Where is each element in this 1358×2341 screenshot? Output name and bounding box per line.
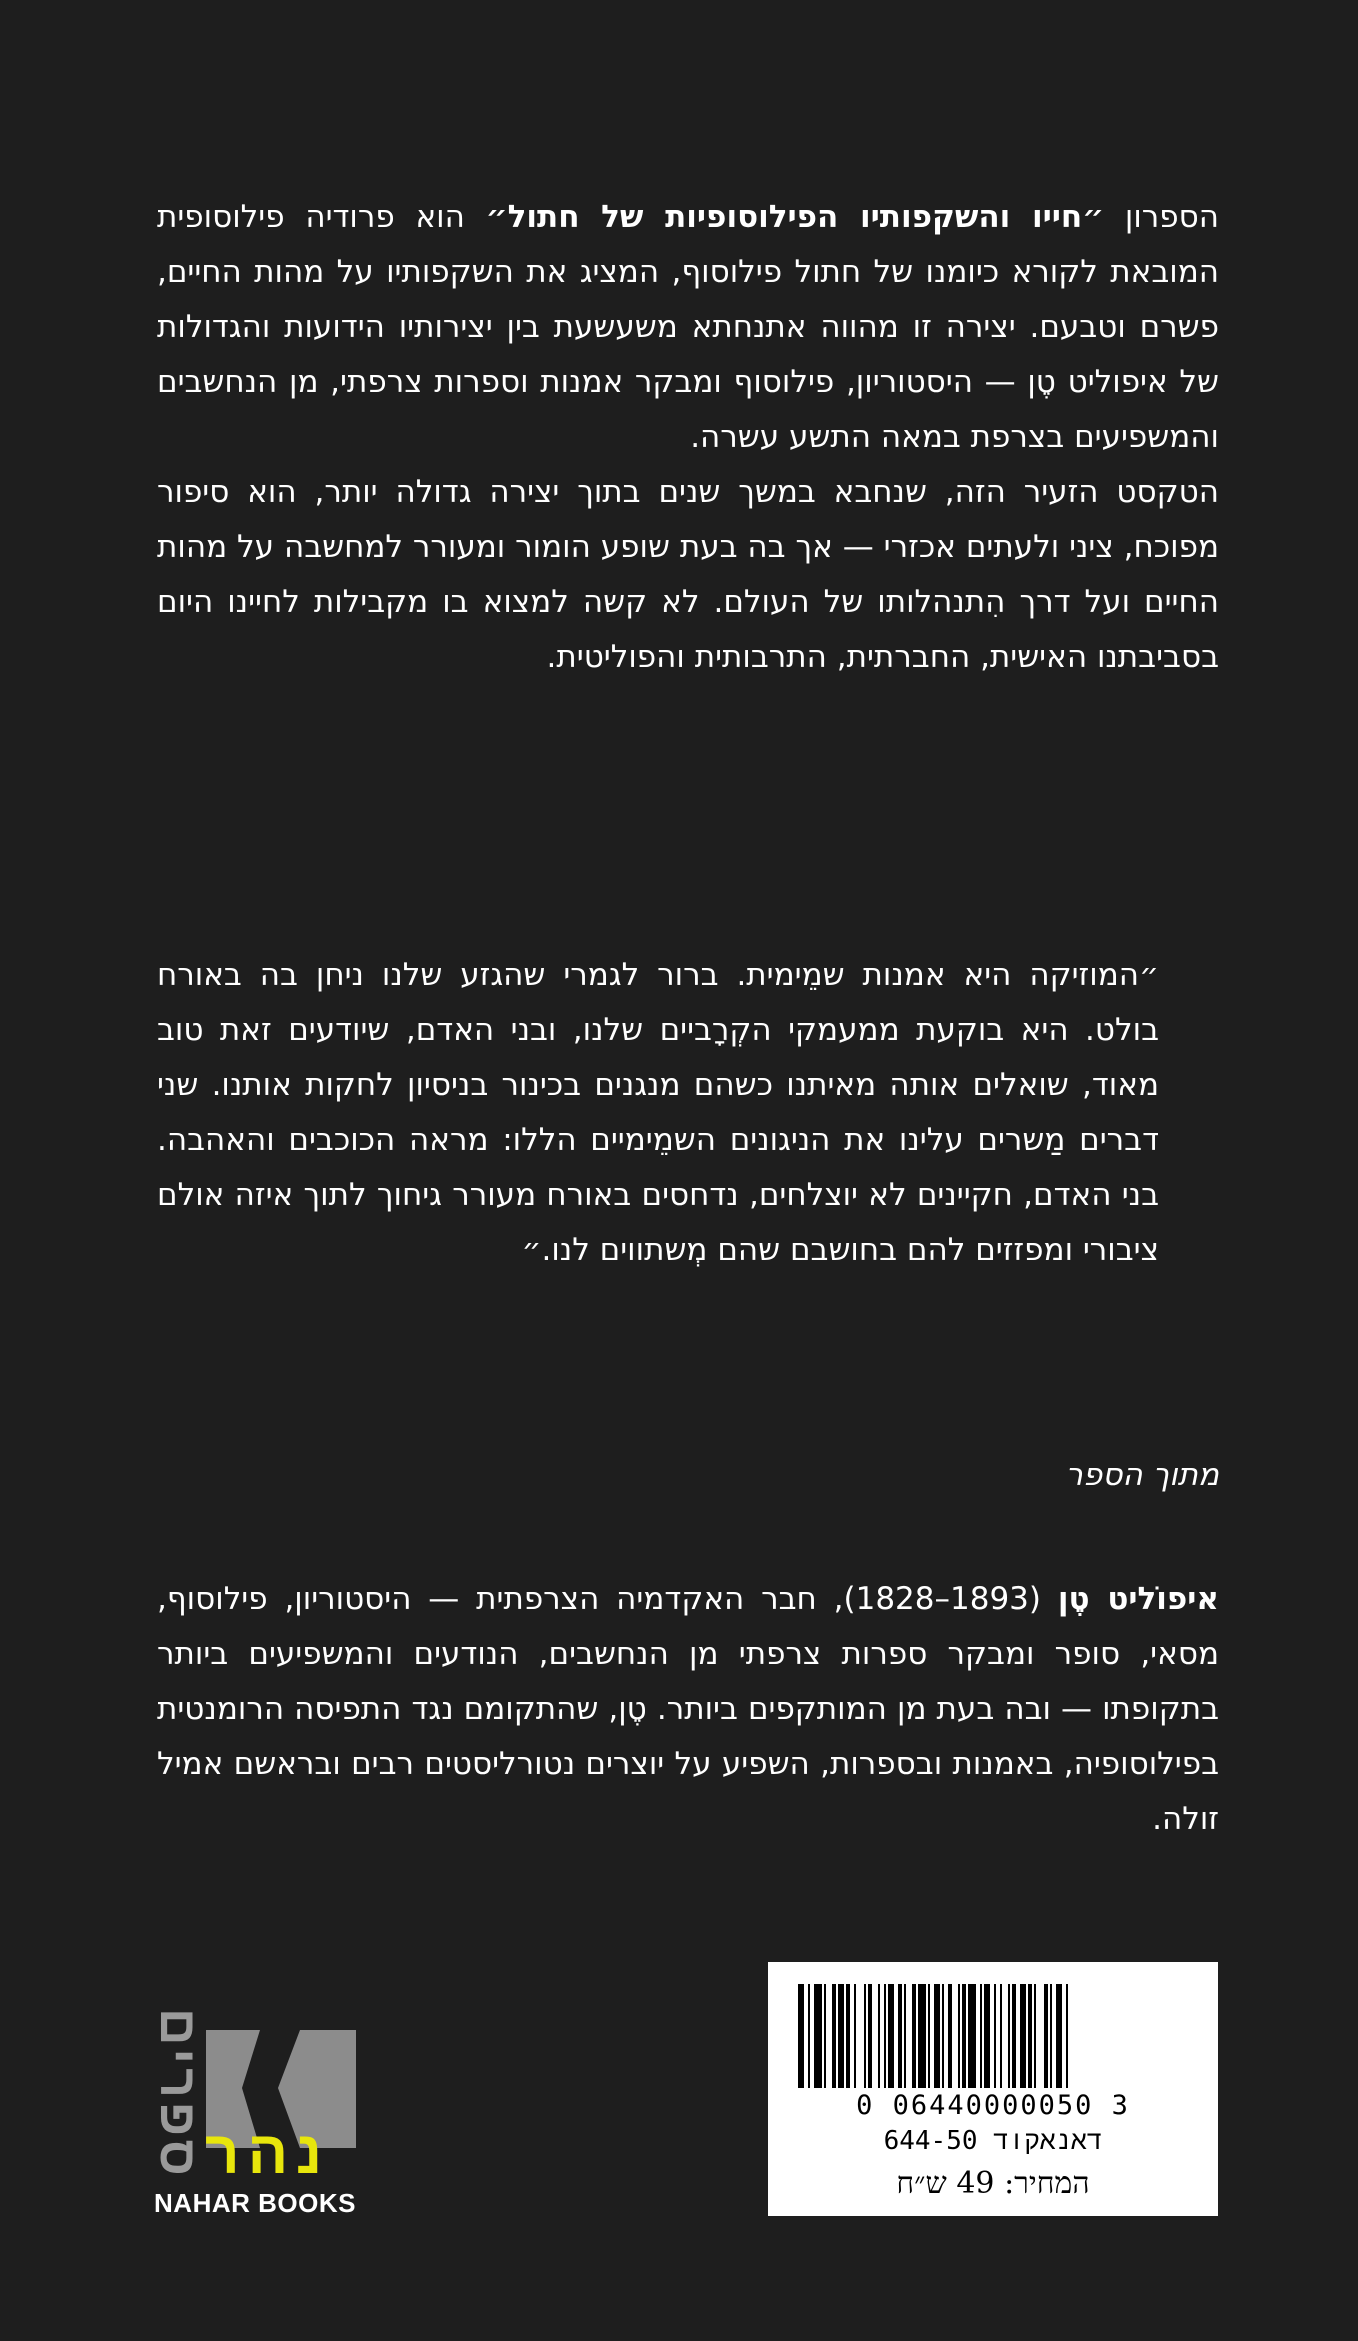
description-paragraph-1 (157, 190, 1219, 465)
barcode-bar (1000, 1984, 1002, 2088)
barcode-bar (948, 1984, 952, 2088)
publisher-logo-hebrew-vertical: ספרים (149, 2008, 207, 2180)
publisher-logo-hebrew: נהר (205, 2119, 330, 2186)
price-label: המחיר: 49 ש״ח (896, 2166, 1090, 2201)
author-name: איפוֹליט טֶן (1057, 1581, 1219, 1617)
author-bio (157, 1572, 1219, 1847)
barcode-bar (1044, 1984, 1048, 2088)
barcode-bar (864, 1984, 866, 2088)
barcode-bar (846, 1984, 850, 2088)
barcode-bar (878, 1984, 880, 2088)
barcode-bar (888, 1984, 894, 2088)
barcode-bar (934, 1984, 940, 2088)
book-title-inline: ״חייו והשקפותיו הפילוסופיות של חתול״ (485, 199, 1105, 235)
barcode-bar (838, 1984, 844, 2088)
barcode-bar (980, 1984, 982, 2088)
barcode-bar (1066, 1984, 1068, 2088)
barcode-bar (928, 1984, 930, 2088)
publisher-name: NAHAR BOOKS (154, 2188, 356, 2218)
barcode-bar (814, 1984, 822, 2088)
barcode-bar (1020, 1984, 1026, 2088)
barcode-bar (854, 1984, 856, 2088)
barcode-bar (798, 1984, 804, 2088)
barcode-label (768, 1962, 1218, 2216)
description-intro: הספרון (1104, 199, 1220, 235)
danacode: דאנאקוד 644-50 (883, 2126, 1103, 2156)
barcode-bars (794, 1984, 1192, 2088)
barcode-bar (832, 1984, 836, 2088)
barcode-bar (958, 1984, 960, 2088)
barcode-bar (904, 1984, 906, 2088)
barcode-bar (1028, 1984, 1032, 2088)
barcode-bar (1034, 1984, 1036, 2088)
barcode-digits: 0 06440000050 3 (856, 2090, 1130, 2121)
barcode-bar (962, 1984, 966, 2088)
barcode-bar (942, 1984, 944, 2088)
description-body: הוא פרודיה פילוסופית המובאת לקורא כיומנו של חתול פילוסוף, המציג את השקפותיו על מהות החיים, פשרם וטבעם. יצירה זו מהווה אתנחתא משעשעת בין יצירותיו הידועות והגדולות של איפוליט טֶן — היסטוריון, פילוסוף ומבקר אמנות וספרות צרפתי, מן הנחשבים והמשפיעים בצרפת במאה התשע עשרה. (157, 199, 1219, 455)
barcode-bar (1008, 1984, 1010, 2088)
description-paragraph-2: הטקסט הזעיר הזה, שנחבא במשך שנים בתוך יצירה גדולה יותר, הוא סיפור מפוכח, ציני ולעתים אכזרי — אך בה בעת שופע הומור ומעורר למחשבה על מהות החיים ועל דרך הִתנהלותו של העולם. לא קשה למצוא בו מקבילות לחיינו היום בסביבתנו האישית, החברתית, התרבותית והפוליטית. (157, 474, 1219, 675)
barcode-bar (1056, 1984, 1062, 2088)
barcode-bar (994, 1984, 996, 2088)
barcode-bar (898, 1984, 902, 2088)
barcode-bar (868, 1984, 872, 2088)
barcode-bar (808, 1984, 810, 2088)
barcode-bar (968, 1984, 976, 2088)
barcode-bar (984, 1984, 990, 2088)
book-quote: ״המוזיקה היא אמנות שמֵימית. ברור לגמרי שהגזע שלנו ניחן בה באורח בולט. היא בוקעת ממעמקי הקְרָביים שלנו, ובני האדם, שיודעים זאת טוב מאוד, שואלים אותה מאיתנו כשהם מנגנים בכינור בניסיון לחקות אותנו. שני דברים מַשרים עלינו את הניגונים השמֵימיים הללו: מראה הכוכבים והאהבה. בני האדם, חקיינים לא יוצלחים, נדחסים באורח מעורר גיחוך לתוך איזה אולם ציבורי ומפזזים להם בחושבם שהם מְשתווים לנו.״ (157, 957, 1159, 1268)
author-bio-text: (1893–1828), חבר האקדמיה הצרפתית — היסטוריון, פילוסוף, מסאי, סופר ומבקר ספרות צרפתי מן הנחשבים, הנודעים והמשפיעים ביותר בתקופתו — ובה בעת מן המותקפים ביותר. טֶן, שהתקומם נגד התפיסה הרומנטית בפילוסופיה, באמנות ובספרות, השפיע על יוצרים נטורליסטים רבים ובראשם אמיל זולה. (157, 1581, 1219, 1837)
barcode-bar (918, 1984, 926, 2088)
quote-source: מתוך הספר (1065, 1457, 1219, 1493)
book-description (157, 190, 1219, 685)
barcode-bar (1012, 1984, 1016, 2088)
barcode-bar (912, 1984, 916, 2088)
barcode-bar (1050, 1984, 1052, 2088)
barcode-bar (884, 1984, 886, 2088)
barcode-bar (824, 1984, 826, 2088)
